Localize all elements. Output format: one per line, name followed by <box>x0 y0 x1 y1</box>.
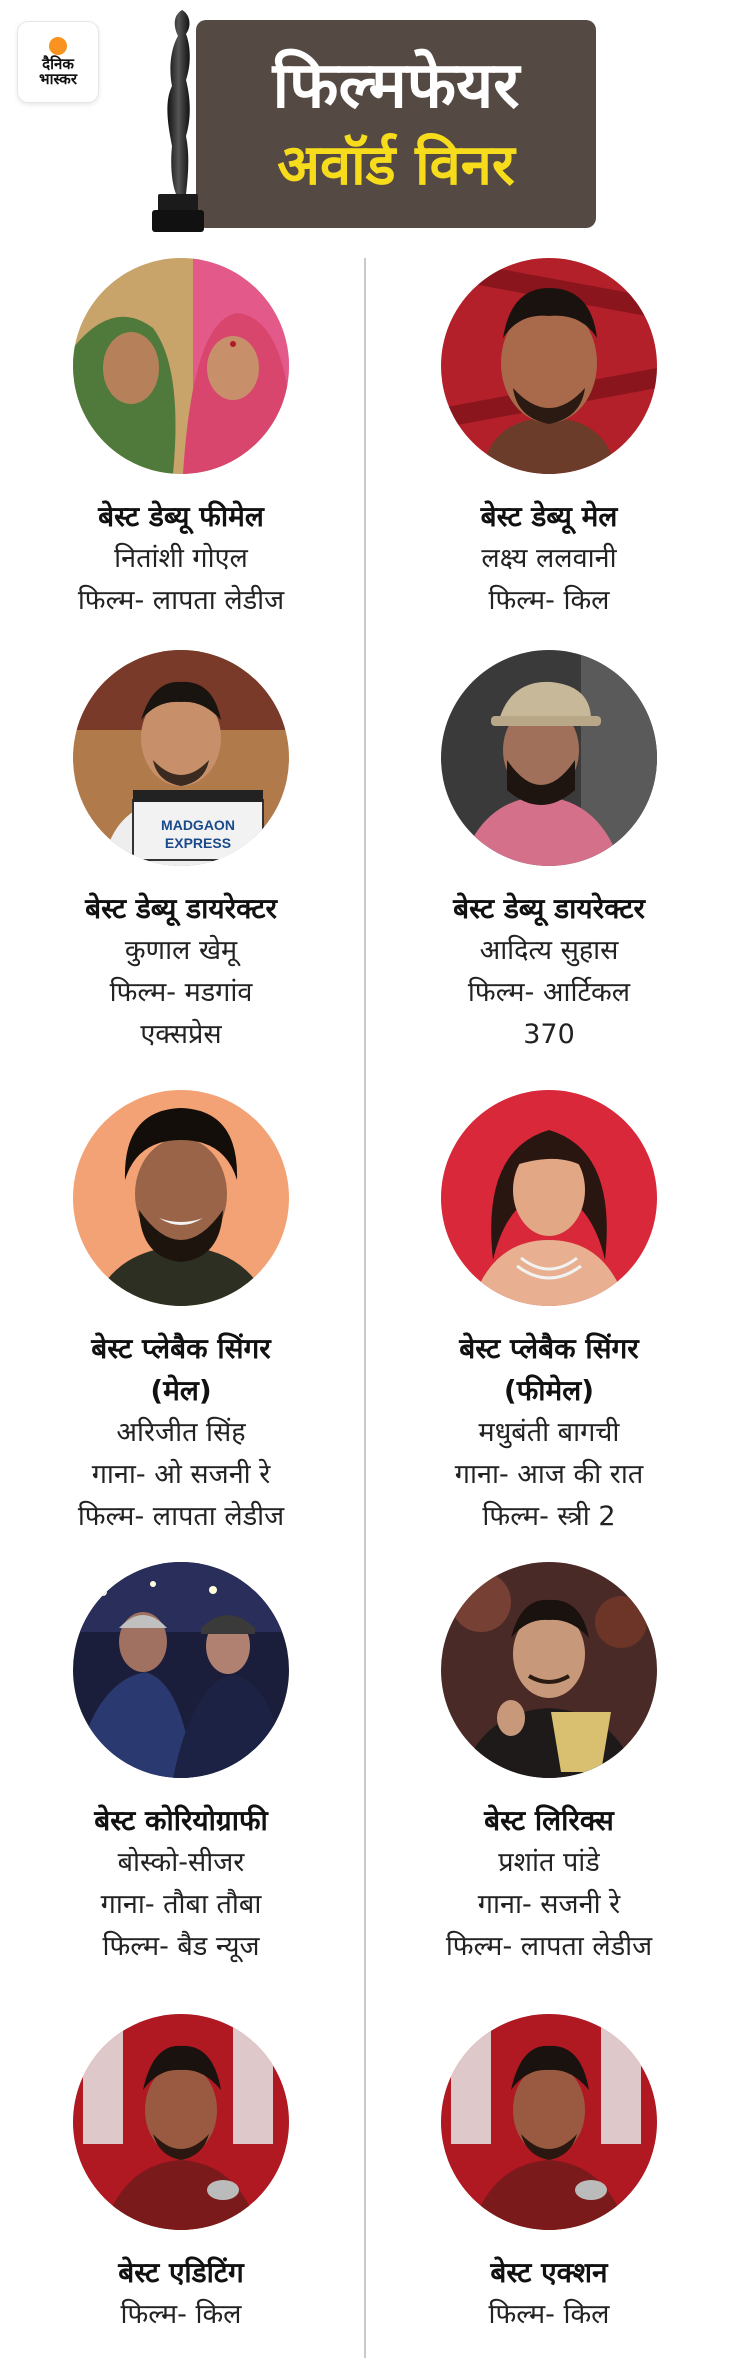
winner-name: आदित्य सुहास <box>479 935 619 966</box>
winner-photo <box>73 1562 289 1778</box>
title-line-2: अवॉर्ड विनर <box>277 133 515 198</box>
award-card-best-debut-director-1 <box>0 650 362 1056</box>
title-line-1: फिल्मफेयर <box>272 49 520 123</box>
award-category: बेस्ट एडिटिंग <box>118 2256 244 2289</box>
award-detail: गाना- सजनी रे <box>477 1889 621 1920</box>
award-detail: फिल्म- बैड न्यूज <box>102 1931 260 1962</box>
winner-photo <box>73 650 289 866</box>
svg-text:EXPRESS: EXPRESS <box>164 835 232 851</box>
award-detail: फिल्म- किल <box>488 585 610 616</box>
dainik-bhaskar-logo <box>18 22 98 102</box>
award-card-best-debut-director-2 <box>368 650 730 1056</box>
award-detail: फिल्म- मडगांव <box>109 977 253 1008</box>
award-detail: गाना- ओ सजनी रे <box>91 1459 271 1490</box>
award-card-best-debut-female <box>0 258 362 622</box>
winner-name: प्रशांत पांडे <box>498 1847 600 1878</box>
award-category: बेस्ट प्लेबैक सिंगर <box>91 1332 271 1365</box>
award-detail: फिल्म- स्त्री 2 <box>482 1501 616 1532</box>
award-category: बेस्ट डेब्यू मेल <box>480 500 618 533</box>
svg-text:MADGAON: MADGAON <box>161 817 235 833</box>
winner-name: लक्ष्य ललवानी <box>481 543 617 574</box>
kill-movie-poster <box>73 2014 289 2230</box>
award-category: बेस्ट प्लेबैक सिंगर <box>459 1332 639 1365</box>
award-category: बेस्ट एक्शन <box>490 2256 608 2289</box>
award-card-best-playback-singer-male <box>0 1090 362 1538</box>
award-detail: 370 <box>523 1019 575 1050</box>
column-divider <box>364 258 366 2358</box>
award-category-sub: (फीमेल) <box>503 1374 595 1407</box>
winner-name: अरिजीत सिंह <box>116 1417 246 1448</box>
award-detail: एक्सप्रेस <box>140 1019 222 1050</box>
award-category: बेस्ट कोरियोग्राफी <box>94 1804 268 1837</box>
winner-name: नितांशी गोएल <box>114 543 248 574</box>
award-card-best-playback-singer-female <box>368 1090 730 1538</box>
award-detail: गाना- तौबा तौबा <box>100 1889 262 1920</box>
award-category: बेस्ट डेब्यू फीमेल <box>98 500 264 533</box>
award-card-best-choreography <box>0 1562 362 1968</box>
winner-name: मधुबंती बागची <box>478 1417 620 1448</box>
winner-name: कुणाल खेमू <box>124 935 238 966</box>
award-category: बेस्ट डेब्यू डायरेक्टर <box>85 892 277 925</box>
award-detail: फिल्म- किल <box>488 2299 610 2330</box>
award-detail: फिल्म- लापता लेडीज <box>77 585 285 616</box>
logo-line-2: भास्कर <box>39 70 77 88</box>
logo-text <box>39 57 77 87</box>
award-category-sub: (मेल) <box>150 1374 212 1407</box>
winner-photo <box>441 1090 657 1306</box>
award-detail: फिल्म- आर्टिकल <box>467 977 631 1008</box>
winner-photo <box>441 650 657 866</box>
title-banner <box>196 20 596 228</box>
award-detail: गाना- आज की रात <box>454 1459 644 1490</box>
award-card-best-action <box>368 2014 730 2336</box>
award-category: बेस्ट डेब्यू डायरेक्टर <box>453 892 645 925</box>
award-detail: फिल्म- लापता लेडीज <box>77 1501 285 1532</box>
award-category: बेस्ट लिरिक्स <box>484 1804 614 1837</box>
winner-name: बोस्को-सीजर <box>117 1847 245 1878</box>
award-detail: फिल्म- लापता लेडीज <box>445 1931 653 1962</box>
winner-photo <box>441 258 657 474</box>
winner-photo <box>73 258 289 474</box>
filmfare-trophy-icon <box>142 6 212 236</box>
logo-line-1: दैनिक <box>42 55 74 73</box>
award-card-best-editing <box>0 2014 362 2336</box>
award-card-best-lyrics <box>368 1562 730 1968</box>
award-card-best-debut-male <box>368 258 730 622</box>
kill-movie-poster <box>441 2014 657 2230</box>
sun-icon <box>49 37 67 55</box>
winner-photo <box>441 1562 657 1778</box>
winner-photo <box>73 1090 289 1306</box>
award-detail: फिल्म- किल <box>120 2299 242 2330</box>
